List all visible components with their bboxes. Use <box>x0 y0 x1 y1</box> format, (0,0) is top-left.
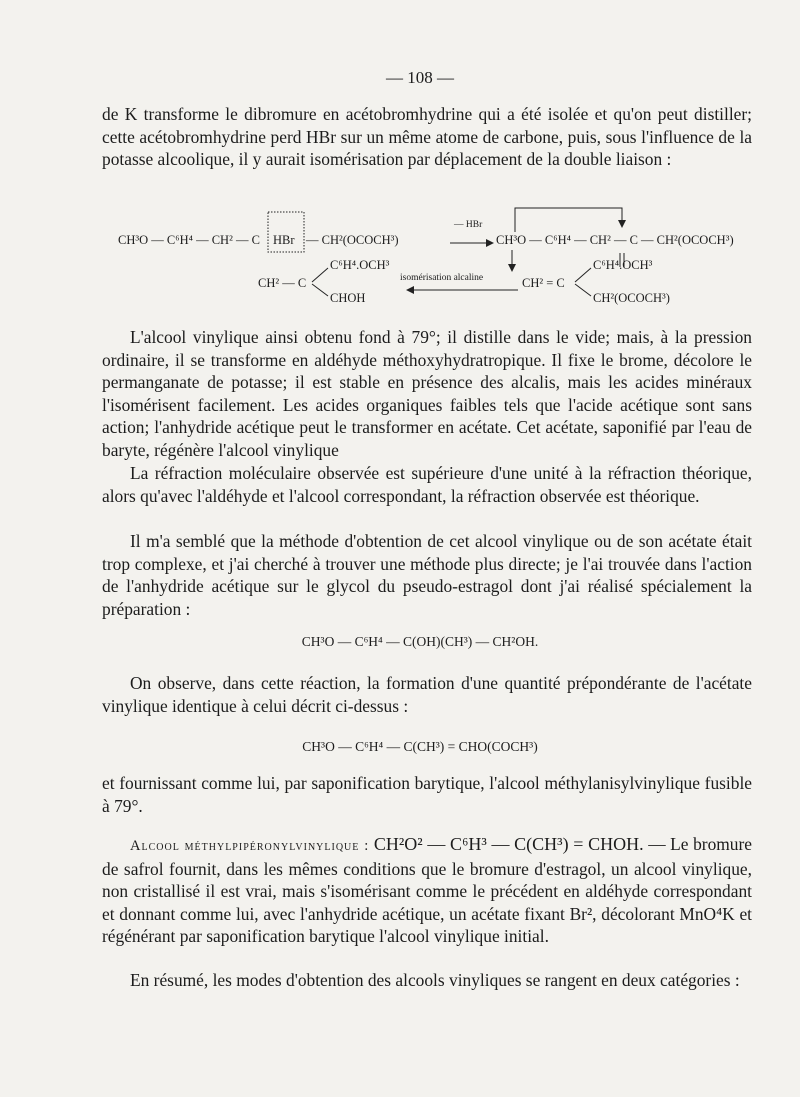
paragraph-vinyl-alcohol: L'alcool vinylique ainsi obtenu fond à 79°; il distille dans le vide; mais, à la pression ordinaire, il se transforme en aldéhyde méthoxyhydratropique. Il fixe le brome, décolore le permanganate de potasse; il est stable en présence des alcalis, mais les acides minéraux l'isomérisent facilement. Les acides organiques faibles tels que l'acide acétique sont sans action; l'anhydride acétique peut le transformer en acétate. Cet acétate, saponifié par l'eau de baryte, régénère l'alcool vinylique <box>102 327 752 460</box>
page-number: — 108 — <box>386 68 454 87</box>
section-title: Alcool méthylpipéronylvinylique : <box>130 838 370 854</box>
scheme-row1-left: CH³O — C⁶H⁴ — CH² — C <box>118 233 260 247</box>
scheme-row2-left-prefix: CH² — C <box>258 276 307 290</box>
scheme-arrow-label: — HBr <box>454 220 483 230</box>
paragraph-saponification: et fournissant comme lui, par saponification barytique, l'alcool méthylanisylvinylique fusible à 79°. <box>102 773 752 816</box>
scheme-row1-right: CH³O — C⁶H⁴ — CH² — C — CH²(OCOCH³) <box>496 233 734 247</box>
scheme-row2-left-bottom: CHOH <box>330 291 366 305</box>
section-formula: CH²O² — C⁶H³ — C(CH³) = CHOH. <box>373 834 644 854</box>
scheme-row2-right-bottom: CH²(OCOCH³) <box>593 291 670 305</box>
scheme-hbr-box: HBr <box>273 233 295 247</box>
paragraph-refraction: La réfraction moléculaire observée est supérieure d'une unité à la réfraction théorique, alors qu'avec l'aldéhyde et l'alcool correspondant, la réfraction observée est théorique. <box>102 463 752 506</box>
scheme-row2-right-top: C⁶H⁴.OCH³ <box>593 258 653 272</box>
formula-acetate: CH³O — C⁶H⁴ — C(CH³) = CHO(COCH³) <box>302 739 538 754</box>
scheme-row2-left-top: C⁶H⁴.OCH³ <box>330 258 390 272</box>
reaction-scheme <box>0 0 800 320</box>
scheme-row1-mid: — CH²(OCOCH³) <box>306 233 399 247</box>
paragraph-method: Il m'a semblé que la méthode d'obtention de cet alcool vinylique ou de son acétate était trop complexe, et j'ai cherché à trouver une méthode plus directe; je l'ai trouvée dans l'action de l'anhydride acétique sur le glycol du pseudo-estragol dont j'ai réalisé spécialement la préparation : <box>102 531 752 619</box>
paragraph-observation: On observe, dans cette réaction, la formation d'une quantité prépondérante de l'acétate vinylique identique à celui décrit ci-dessus : <box>102 673 752 716</box>
formula-glycol: CH³O — C⁶H⁴ — C(OH)(CH³) — CH²OH. <box>301 634 539 649</box>
section-text: — Le bromure de safrol fournit, dans les mêmes conditions que le bromure d'estragol, un alcool vinylique, non cristallisé il est vrai, mais s'isomérisant comme le précédent en aldéhyde correspondant et donnant comme lui, avec l'anhydride acétique, un acétate fixant Br², décolorant MnO⁴K et régénérant par saponification barytique l'alcool vinylique initial. <box>102 834 752 947</box>
scheme-row2-right-prefix: CH² = C <box>522 276 565 290</box>
paragraph-piperonyl <box>102 833 752 948</box>
paragraph-intro: de K transforme le dibromure en acétobromhydrine qui a été isolée et qu'on peut distiller; cette acétobromhydrine perd HBr sur un même atome de carbone, puis, sous l'influence de la potasse alcoolique, il y aurait isomérisation par déplacement de la double liaison : <box>102 104 752 170</box>
paragraph-summary: En résumé, les modes d'obtention des alcools vinyliques se rangent en deux catégories : <box>130 970 740 990</box>
scheme-lines <box>0 0 800 320</box>
scheme-iso-label: isomérisation alcaline <box>400 273 484 283</box>
